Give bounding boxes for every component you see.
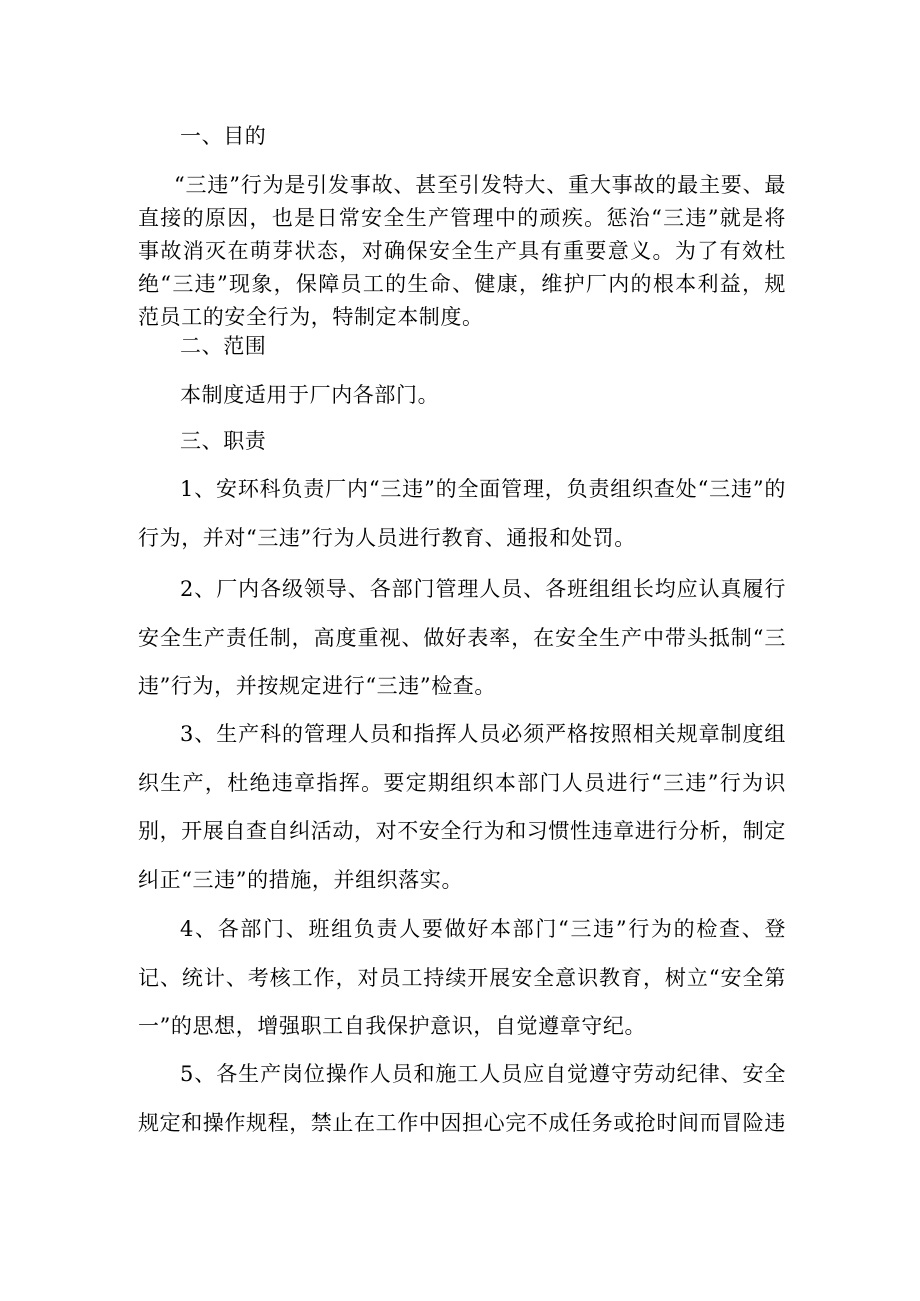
responsibility-item-2: 2、厂内各级领导、各部门管理人员、各班组组长均应认真履行安全生产责任制，高度重视、做好表率，在安全生产中带头抵制“三违”行为，并按规定进行“三违”检查。 xyxy=(138,577,786,698)
responsibility-item-5: 5、各生产岗位操作人员和施工人员应自觉遵守劳动纪律、安全规定和操作规程，禁止在工作中因担心完不成任务或抢时间而冒险违 xyxy=(138,1062,786,1135)
section-heading-responsibilities: 三、职责 xyxy=(180,429,267,453)
section-heading-scope: 二、范围 xyxy=(180,334,267,358)
purpose-paragraph: “三违”行为是引发事故、甚至引发特大、重大事故的最主要、最直接的原因，也是日常安全生产管理中的顽疾。惩治“三违”就是将事故消灭在萌芽状态，对确保安全生产具有重要意义。为了有效杜绝“三违”现象，保障员工的生命、健康，维护厂内的根本利益，规范员工的安全行为，特制定本制度。 xyxy=(138,173,787,329)
scope-paragraph: 本制度适用于厂内各部门。 xyxy=(180,383,440,407)
responsibility-item-1: 1、安环科负责厂内“三违”的全面管理，负责组织查处“三违”的行为，并对“三违”行为人员进行教育、通报和处罚。 xyxy=(138,477,786,550)
section-heading-purpose: 一、目的 xyxy=(180,124,267,148)
responsibility-item-3: 3、生产科的管理人员和指挥人员必须严格按照相关规章制度组织生产，杜绝违章指挥。要定期组织本部门人员进行“三违”行为识别，开展自查自纠活动，对不安全行为和习惯性违章进行分析，制定纠正“三违”的措施，并组织落实。 xyxy=(138,722,787,892)
responsibility-item-4: 4、各部门、班组负责人要做好本部门“三违”行为的检查、登记、统计、考核工作，对员工持续开展安全意识教育，树立“安全第一”的思想，增强职工自我保护意识，自觉遵章守纪。 xyxy=(138,917,786,1038)
